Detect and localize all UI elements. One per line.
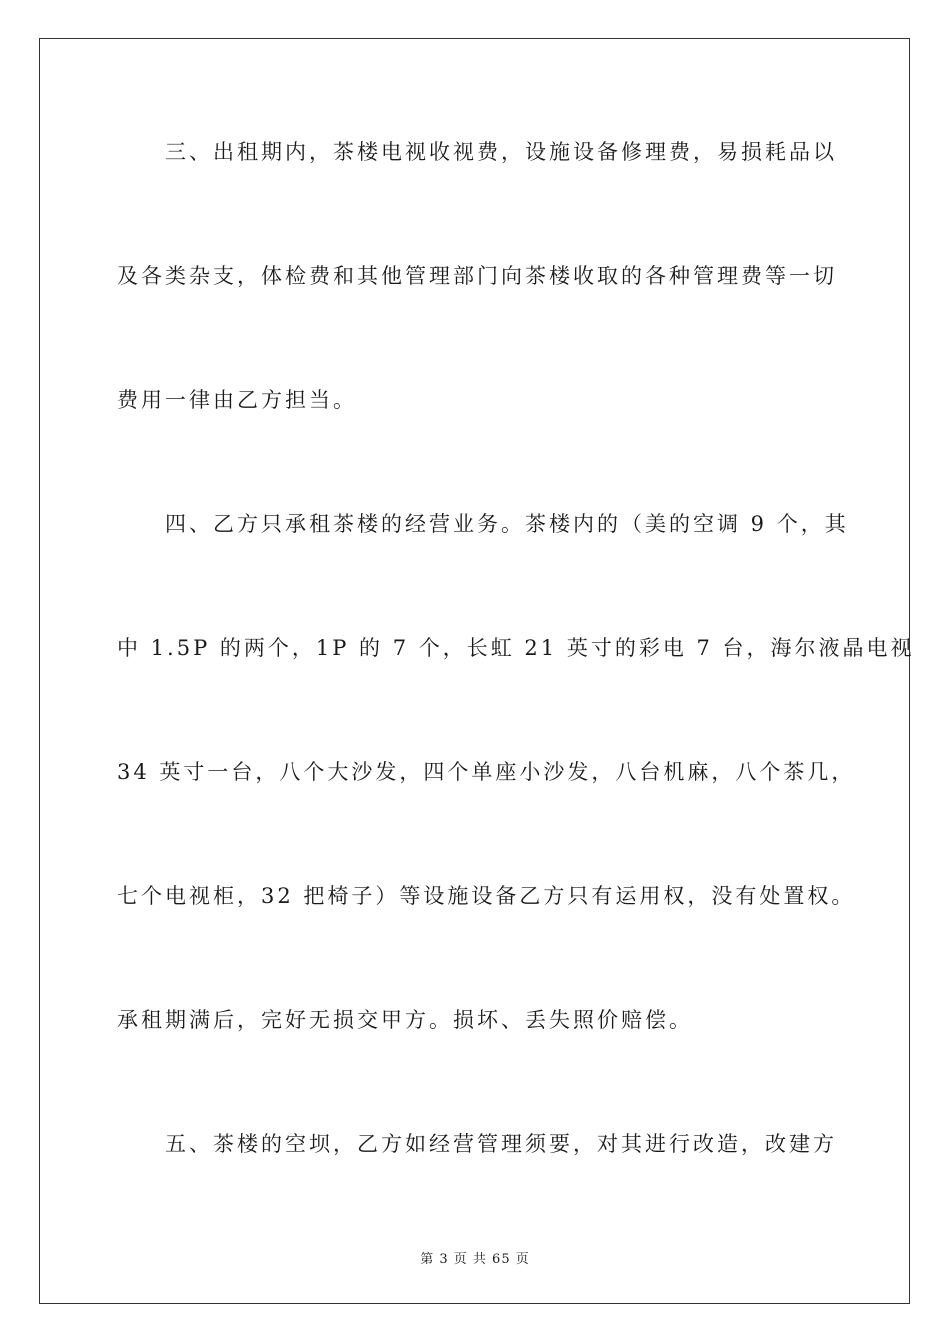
paragraph-3-line-2: 及各类杂支，体检费和其他管理部门向茶楼收取的各种管理费等一切: [117, 264, 837, 288]
paragraph-3-line-1: 三、出租期内，茶楼电视收视费，设施设备修理费，易损耗品以: [165, 140, 837, 164]
page-border: [39, 38, 910, 1304]
paragraph-3-line-3: 费用一律由乙方担当。: [117, 388, 357, 412]
page-number-footer: 第 3 页 共 65 页: [420, 1252, 530, 1267]
paragraph-4-line-2: 中 1.5P 的两个，1P 的 7 个，长虹 21 英寸的彩电 7 台，海尔液晶电视: [117, 636, 915, 660]
paragraph-4-line-5: 承租期满后，完好无损交甲方。损坏、丢失照价赔偿。: [117, 1008, 693, 1032]
paragraph-4-line-3: 34 英寸一台，八个大沙发，四个单座小沙发，八台机麻，八个茶几，: [117, 760, 856, 784]
paragraph-5-line-1: 五、茶楼的空坝，乙方如经营管理须要，对其进行改造，改建方: [165, 1132, 837, 1156]
paragraph-4-line-4: 七个电视柜，32 把椅子）等设施设备乙方只有运用权，没有处置权。: [117, 884, 856, 908]
paragraph-4-line-1: 四、乙方只承租茶楼的经营业务。茶楼内的（美的空调 9 个，其: [165, 512, 849, 536]
